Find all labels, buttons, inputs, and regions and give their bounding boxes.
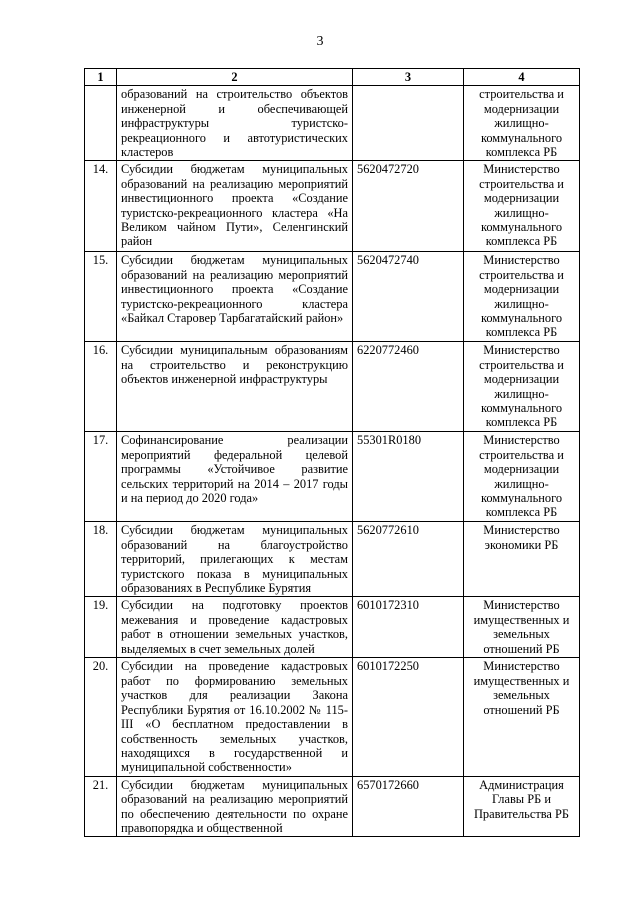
table-row xyxy=(85,658,580,776)
header-col-4: 4 xyxy=(464,69,580,86)
row-description: Субсидии бюджетам муниципальных образований на реализацию мероприятий по обеспечению деятельности по охране правопорядка и общественной xyxy=(117,776,353,837)
row-code: 5620772610 xyxy=(353,522,464,597)
row-description: Софинансирование реализации мероприятий федеральной целевой программы «Устойчивое развитие сельских территорий на 2014 – 2017 годы и на период до 2020 года» xyxy=(117,432,353,522)
row-agency: Министерство строительства и модернизации жилищно-коммунального комплекса РБ xyxy=(464,342,580,432)
table-row xyxy=(85,86,580,161)
row-number xyxy=(85,86,117,161)
row-code: 6010172250 xyxy=(353,658,464,776)
row-agency: Министерство имущественных и земельных отношений РБ xyxy=(464,658,580,776)
row-number: 15. xyxy=(85,252,117,342)
header-col-1: 1 xyxy=(85,69,117,86)
table-row xyxy=(85,161,580,252)
page-number: 3 xyxy=(316,34,324,49)
row-agency: Министерство строительства и модернизации жилищно-коммунального комплекса РБ xyxy=(464,252,580,342)
table-row xyxy=(85,252,580,342)
row-code: 55301R0180 xyxy=(353,432,464,522)
row-description: образований на строительство объектов инженерной и обеспечивающей инфраструктуры туристско-рекреационного и автотуристических кластеров xyxy=(117,86,353,161)
table-row xyxy=(85,432,580,522)
document-table xyxy=(84,68,580,837)
row-description: Субсидии на подготовку проектов межевания и проведение кадастровых работ в отношении земельных участков, выделяемых в счет земельных долей xyxy=(117,597,353,658)
header-col-3: 3 xyxy=(353,69,464,86)
row-description: Субсидии бюджетам муниципальных образований на реализацию мероприятий инвестиционного проекта «Создание туристско-рекреационного кластера «На Великом чайном Пути», Селенгинский район xyxy=(117,161,353,252)
row-number: 14. xyxy=(85,161,117,252)
row-agency: Министерство строительства и модернизации жилищно-коммунального комплекса РБ xyxy=(464,161,580,252)
row-agency: Министерство экономики РБ xyxy=(464,522,580,597)
header-col-2: 2 xyxy=(117,69,353,86)
row-code: 6010172310 xyxy=(353,597,464,658)
row-number: 17. xyxy=(85,432,117,522)
row-agency: Министерство имущественных и земельных отношений РБ xyxy=(464,597,580,658)
table-row xyxy=(85,342,580,432)
row-code: 6220772460 xyxy=(353,342,464,432)
row-description: Субсидии бюджетам муниципальных образований на благоустройство территорий, прилегающих к местам туристского показа в муниципальных образованиях в Республике Бурятия xyxy=(117,522,353,597)
row-number: 21. xyxy=(85,776,117,837)
row-code xyxy=(353,86,464,161)
row-description: Субсидии бюджетам муниципальных образований на реализацию мероприятий инвестиционного проекта «Создание туристско-рекреационного кластера «Байкал Старовер Тарбагатайский район» xyxy=(117,252,353,342)
row-agency: Министерство строительства и модернизации жилищно-коммунального комплекса РБ xyxy=(464,432,580,522)
row-code: 6570172660 xyxy=(353,776,464,837)
row-number: 18. xyxy=(85,522,117,597)
row-code: 5620472740 xyxy=(353,252,464,342)
table-header-row xyxy=(85,69,580,86)
row-agency: Администрация Главы РБ и Правительства РБ xyxy=(464,776,580,837)
row-number: 20. xyxy=(85,658,117,776)
table-row xyxy=(85,597,580,658)
row-agency: строительства и модернизации жилищно-коммунального комплекса РБ xyxy=(464,86,580,161)
row-number: 19. xyxy=(85,597,117,658)
row-code: 5620472720 xyxy=(353,161,464,252)
row-description: Субсидии муниципальным образованиям на строительство и реконструкцию объектов инженерной инфраструктуры xyxy=(117,342,353,432)
table-row xyxy=(85,776,580,837)
table-row xyxy=(85,522,580,597)
row-number: 16. xyxy=(85,342,117,432)
row-description: Субсидии на проведение кадастровых работ по формированию земельных участков для реализации Закона Республики Бурятия от 16.10.2002 № 115-III «О бесплатном предоставлении в собственность земельных участков, находящихся в государственной и муниципальной собственности» xyxy=(117,658,353,776)
